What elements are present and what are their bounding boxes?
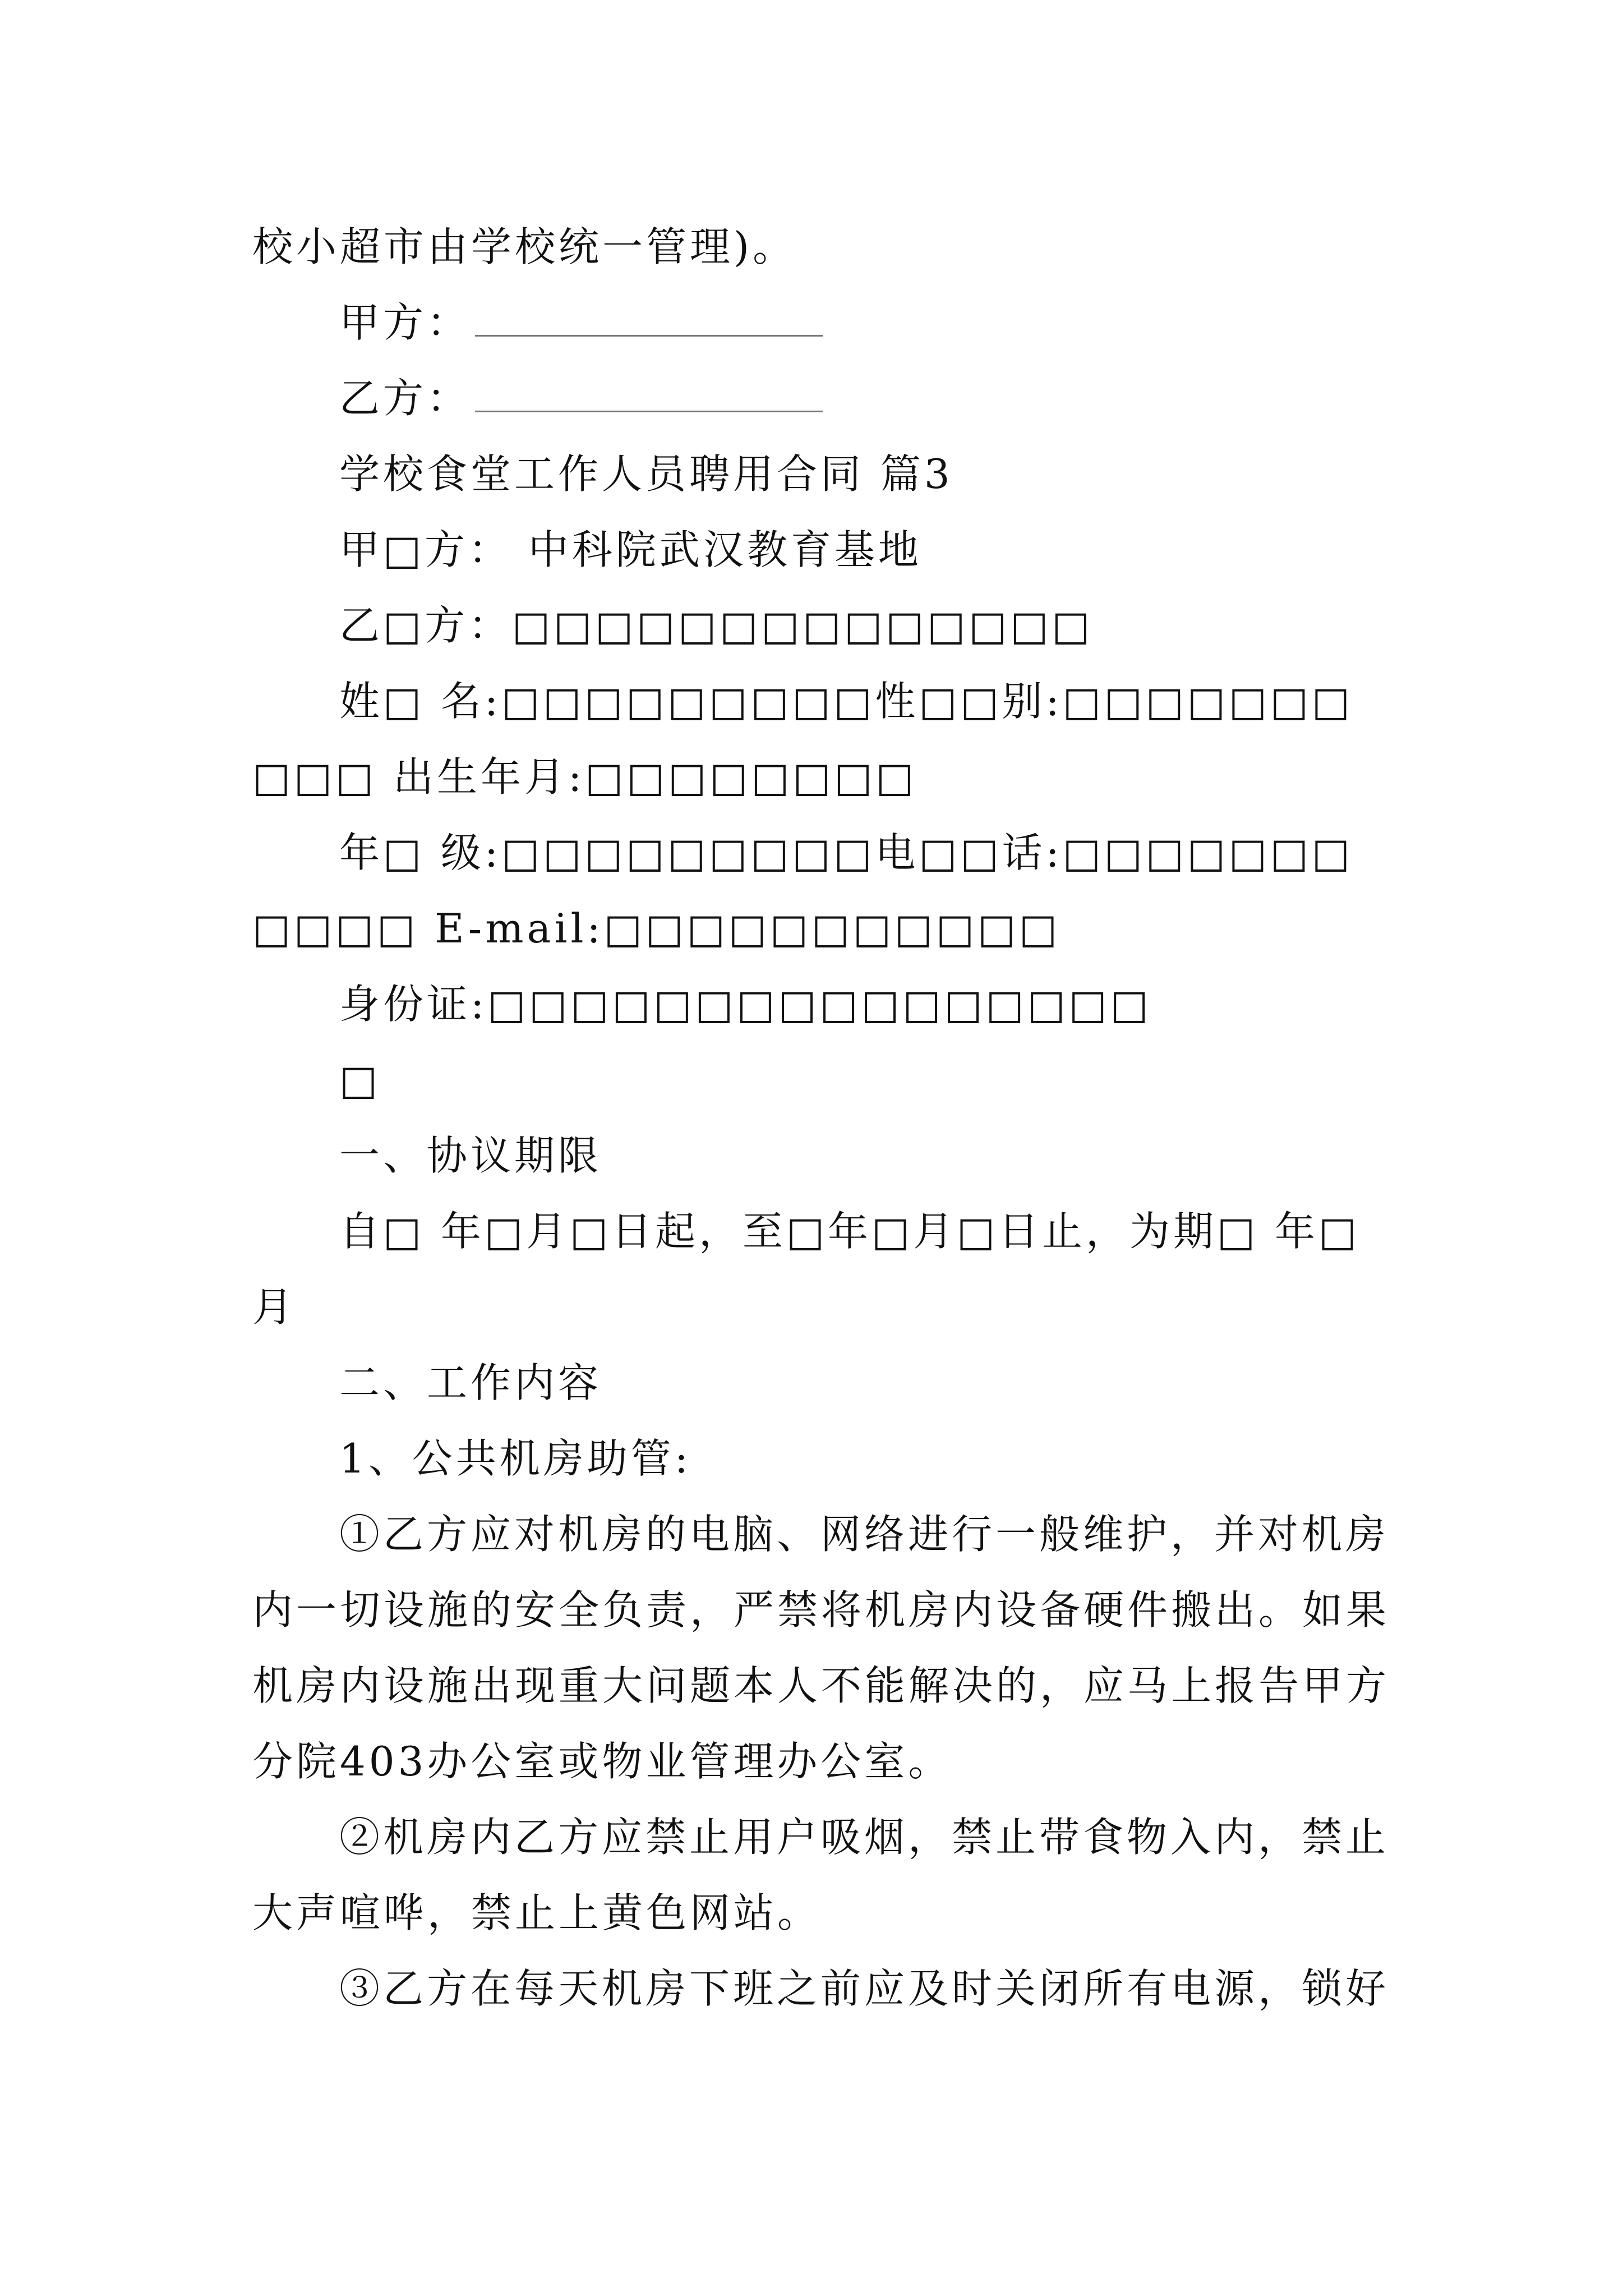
paragraph-line: 年□ 级:□□□□□□□□□电□□话:□□□□□□□ <box>339 829 1353 876</box>
signature-blank <box>475 329 823 337</box>
paragraph-line: 姓□ 名:□□□□□□□□□性□□别:□□□□□□□ <box>339 678 1353 725</box>
party-a-label: 甲方： <box>339 299 471 346</box>
paragraph-line: 甲□方： 中科院武汉教育基地 <box>339 526 922 573</box>
party-b-label: 乙方： <box>339 375 471 422</box>
party-a-signature-line <box>339 292 1391 353</box>
paragraph-line: □ <box>339 1056 381 1103</box>
paragraph-line: 乙□方：□□□□□□□□□□□□□□ <box>339 602 1094 649</box>
paragraph-line: □□□ 出生年月:□□□□□□□□ <box>252 753 917 800</box>
subsection-heading: 1、公共机房助管: <box>339 1435 692 1482</box>
paragraph-line: 自□ 年□月□日起，至□年□月□日止，为期□ 年□ <box>339 1208 1360 1255</box>
party-b-signature-line <box>339 367 1391 429</box>
paragraph-line: ③乙方在每天机房下班之前应及时关闭所有电源，锁好 <box>339 1965 1390 2012</box>
paragraph-line: □□□□ E-mail:□□□□□□□□□□□ <box>252 905 1061 952</box>
paragraph-line: 身份证:□□□□□□□□□□□□□□□□ <box>339 981 1152 1028</box>
paragraph-line: 机房内设施出现重大问题本人不能解决的，应马上报告甲方 <box>252 1662 1390 1709</box>
paragraph-line: 大声喧哗，禁止上黄色网站。 <box>252 1889 822 1936</box>
signature-blank <box>475 405 823 412</box>
paragraph-line: 分院403办公室或物业管理办公室。 <box>252 1738 952 1785</box>
paragraph-line: ①乙方应对机房的电脑、网络进行一般维护，并对机房 <box>339 1511 1390 1558</box>
section-heading: 一、协议期限 <box>339 1132 602 1179</box>
contract-title: 学校食堂工作人员聘用合同 篇3 <box>339 450 953 498</box>
paragraph-line: 校小超市由学校统一管理)。 <box>252 223 797 270</box>
paragraph-line: 月 <box>252 1283 297 1331</box>
paragraph-line: 内一切设施的安全负责，严禁将机房内设备硬件搬出。如果 <box>252 1586 1390 1634</box>
paragraph-line: ②机房内乙方应禁止用户吸烟，禁止带食物入内，禁止 <box>339 1814 1390 1861</box>
section-heading: 二、工作内容 <box>339 1359 602 1406</box>
